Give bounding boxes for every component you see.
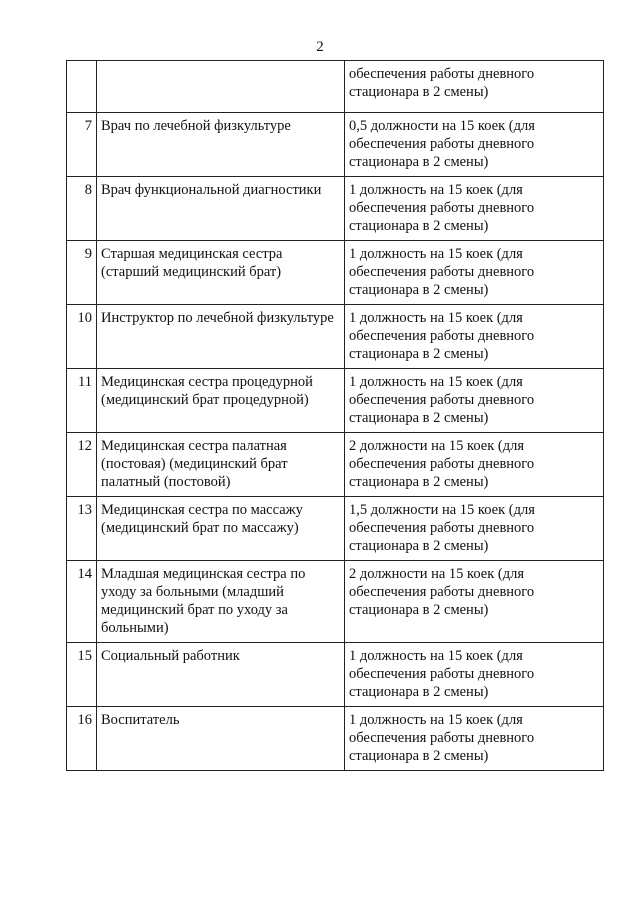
position-name-cell xyxy=(97,113,345,177)
position-name-cell xyxy=(97,707,345,771)
staffing-norm: 0,5 должности на 15 коек (для обеспечения работы дневного стационара в 2 смены) xyxy=(349,118,535,170)
staffing-table xyxy=(66,60,604,771)
table-row xyxy=(67,369,604,433)
row-number-cell xyxy=(67,433,97,497)
table-row xyxy=(67,61,604,113)
table-row xyxy=(67,305,604,369)
position-name: Старшая медицинская сестра (старший медицинский брат) xyxy=(101,246,283,280)
row-number: 14 xyxy=(77,566,92,582)
position-name-cell xyxy=(97,177,345,241)
position-name-cell xyxy=(97,61,345,113)
staffing-norm: 1,5 должности на 15 коек (для обеспечения работы дневного стационара в 2 смены) xyxy=(349,502,535,554)
staffing-norm: 1 должность на 15 коек (для обеспечения работы дневного стационара в 2 смены) xyxy=(349,712,535,764)
position-name-cell xyxy=(97,433,345,497)
staffing-norm: 2 должности на 15 коек (для обеспечения работы дневного стационара в 2 смены) xyxy=(349,438,535,490)
staffing-norm: обеспечения работы дневного стационара в 2 смены) xyxy=(349,66,535,100)
table-row xyxy=(67,433,604,497)
position-name: Врач функциональной диагностики xyxy=(101,182,322,198)
row-number-cell xyxy=(67,643,97,707)
staffing-norm: 2 должности на 15 коек (для обеспечения работы дневного стационара в 2 смены) xyxy=(349,566,535,618)
position-name-cell xyxy=(97,561,345,643)
row-number-cell xyxy=(67,369,97,433)
row-number-cell xyxy=(67,177,97,241)
table-row xyxy=(67,177,604,241)
position-name: Воспитатель xyxy=(101,712,180,728)
staffing-norm: 1 должность на 15 коек (для обеспечения работы дневного стационара в 2 смены) xyxy=(349,374,535,426)
row-number-cell xyxy=(67,561,97,643)
row-number-cell xyxy=(67,707,97,771)
staffing-norm-cell xyxy=(345,433,604,497)
staffing-norm: 1 должность на 15 коек (для обеспечения работы дневного стационара в 2 смены) xyxy=(349,182,535,234)
staffing-norm: 1 должность на 15 коек (для обеспечения работы дневного стационара в 2 смены) xyxy=(349,648,535,700)
page-number: 2 xyxy=(316,39,324,55)
staffing-norm-cell xyxy=(345,113,604,177)
staffing-table-body xyxy=(67,61,604,771)
staffing-norm-cell xyxy=(345,241,604,305)
staffing-norm-cell xyxy=(345,177,604,241)
row-number: 13 xyxy=(77,502,92,518)
position-name-cell xyxy=(97,643,345,707)
position-name-cell xyxy=(97,369,345,433)
position-name: Инструктор по лечебной физкультуре xyxy=(101,310,334,326)
staffing-norm-cell xyxy=(345,497,604,561)
position-name-cell xyxy=(97,241,345,305)
staffing-norm-cell xyxy=(345,61,604,113)
row-number: 9 xyxy=(84,246,92,262)
position-name: Младшая медицинская сестра по уходу за больными (младший медицинский брат по уходу за больными) xyxy=(101,566,306,636)
row-number: 15 xyxy=(77,648,92,664)
row-number-cell xyxy=(67,61,97,113)
position-name: Социальный работник xyxy=(101,648,240,664)
table-row xyxy=(67,561,604,643)
table-row xyxy=(67,241,604,305)
position-name: Медицинская сестра палатная (постовая) (медицинский брат палатный (постовой) xyxy=(101,438,288,490)
row-number: 16 xyxy=(77,712,92,728)
row-number: 7 xyxy=(84,118,92,134)
position-name-cell xyxy=(97,305,345,369)
row-number: 12 xyxy=(77,438,92,454)
row-number-cell xyxy=(67,305,97,369)
position-name-cell xyxy=(97,497,345,561)
staffing-norm-cell xyxy=(345,707,604,771)
row-number-cell xyxy=(67,113,97,177)
staffing-norm-cell xyxy=(345,561,604,643)
row-number-cell xyxy=(67,497,97,561)
position-name: Медицинская сестра процедурной (медицинский брат процедурной) xyxy=(101,374,313,408)
row-number-cell xyxy=(67,241,97,305)
staffing-norm: 1 должность на 15 коек (для обеспечения работы дневного стационара в 2 смены) xyxy=(349,246,535,298)
staffing-norm-cell xyxy=(345,305,604,369)
table-row xyxy=(67,643,604,707)
staffing-norm-cell xyxy=(345,643,604,707)
row-number: 8 xyxy=(84,182,92,198)
staffing-norm: 1 должность на 15 коек (для обеспечения работы дневного стационара в 2 смены) xyxy=(349,310,535,362)
row-number: 10 xyxy=(77,310,92,326)
staffing-norm-cell xyxy=(345,369,604,433)
table-row xyxy=(67,497,604,561)
row-number: 11 xyxy=(78,374,92,390)
position-name: Медицинская сестра по массажу (медицинский брат по массажу) xyxy=(101,502,303,536)
table-row xyxy=(67,707,604,771)
table-row xyxy=(67,113,604,177)
position-name: Врач по лечебной физкультуре xyxy=(101,118,291,134)
